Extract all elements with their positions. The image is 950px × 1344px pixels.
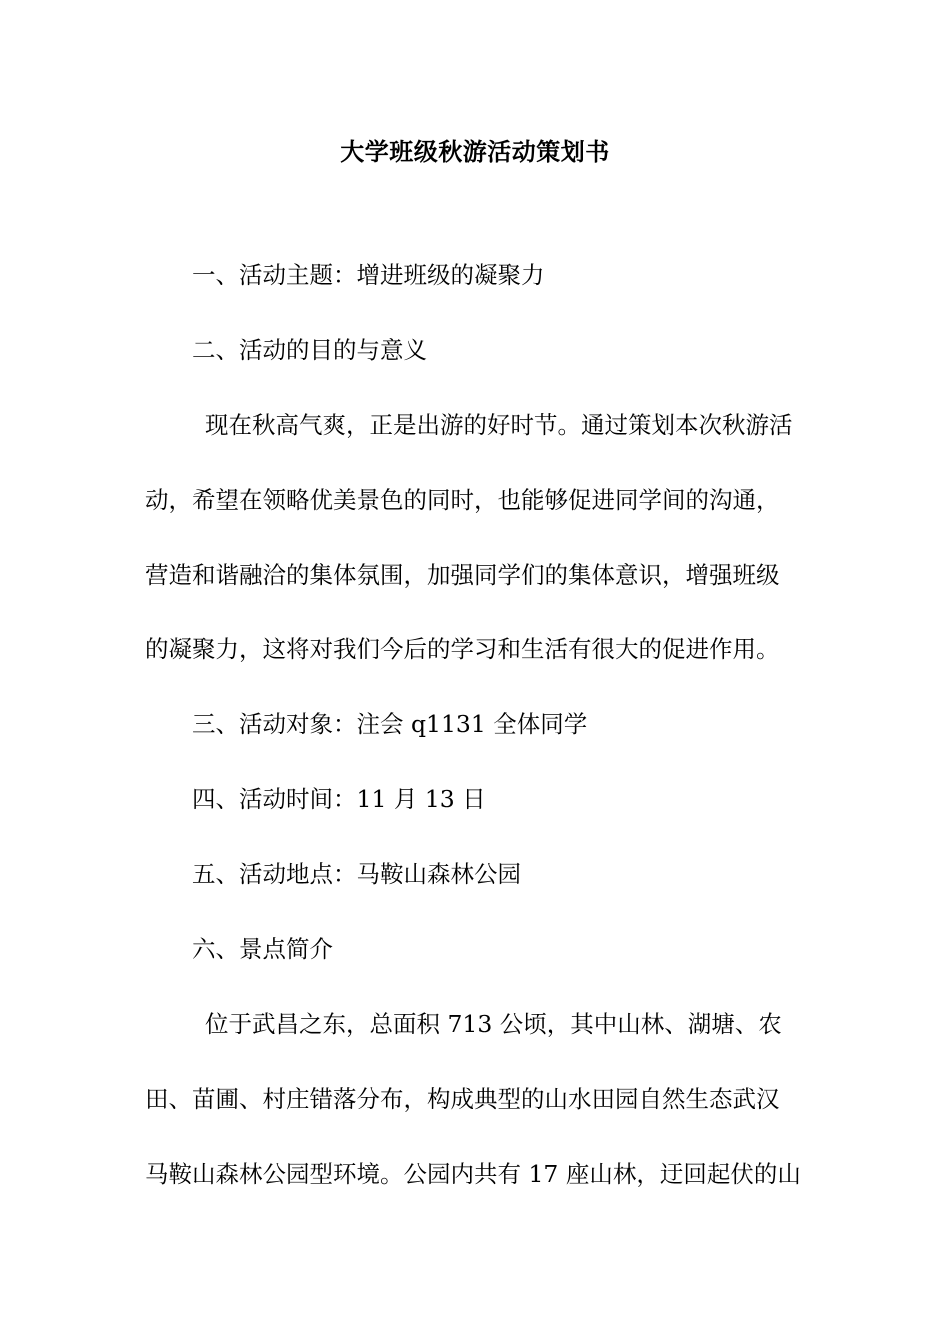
paragraph-line: 动，希望在领略优美景色的同时，也能够促进同学间的沟通， xyxy=(145,486,780,514)
paragraph-line: 位于武昌之东，总面积 713 公顷，其中山林、湖塘、农 xyxy=(205,1010,782,1038)
paragraph-line: 田、苗圃、村庄错落分布，构成典型的山水田园自然生态武汉 xyxy=(145,1085,780,1113)
section-heading-theme: 一、活动主题：增进班级的凝聚力 xyxy=(192,261,545,289)
section-heading-location: 五、活动地点：马鞍山森林公园 xyxy=(192,860,521,888)
section-heading-purpose: 二、活动的目的与意义 xyxy=(192,336,427,364)
section-heading-time: 四、活动时间：11 月 13 日 xyxy=(192,785,486,813)
paragraph-line: 的凝聚力，这将对我们今后的学习和生活有很大的促进作用。 xyxy=(145,635,780,663)
paragraph-line: 营造和谐融洽的集体氛围，加强同学们的集体意识，增强班级 xyxy=(145,561,780,589)
paragraph-line: 马鞍山森林公园型环境。公园内共有 17 座山林，迂回起伏的山 xyxy=(145,1160,801,1188)
paragraph-line: 现在秋高气爽，正是出游的好时节。通过策划本次秋游活 xyxy=(205,411,793,439)
section-heading-participants: 三、活动对象：注会 q1131 全体同学 xyxy=(192,710,588,738)
document-title: 大学班级秋游活动策划书 xyxy=(340,137,610,166)
section-heading-attractions: 六、景点简介 xyxy=(192,935,333,963)
